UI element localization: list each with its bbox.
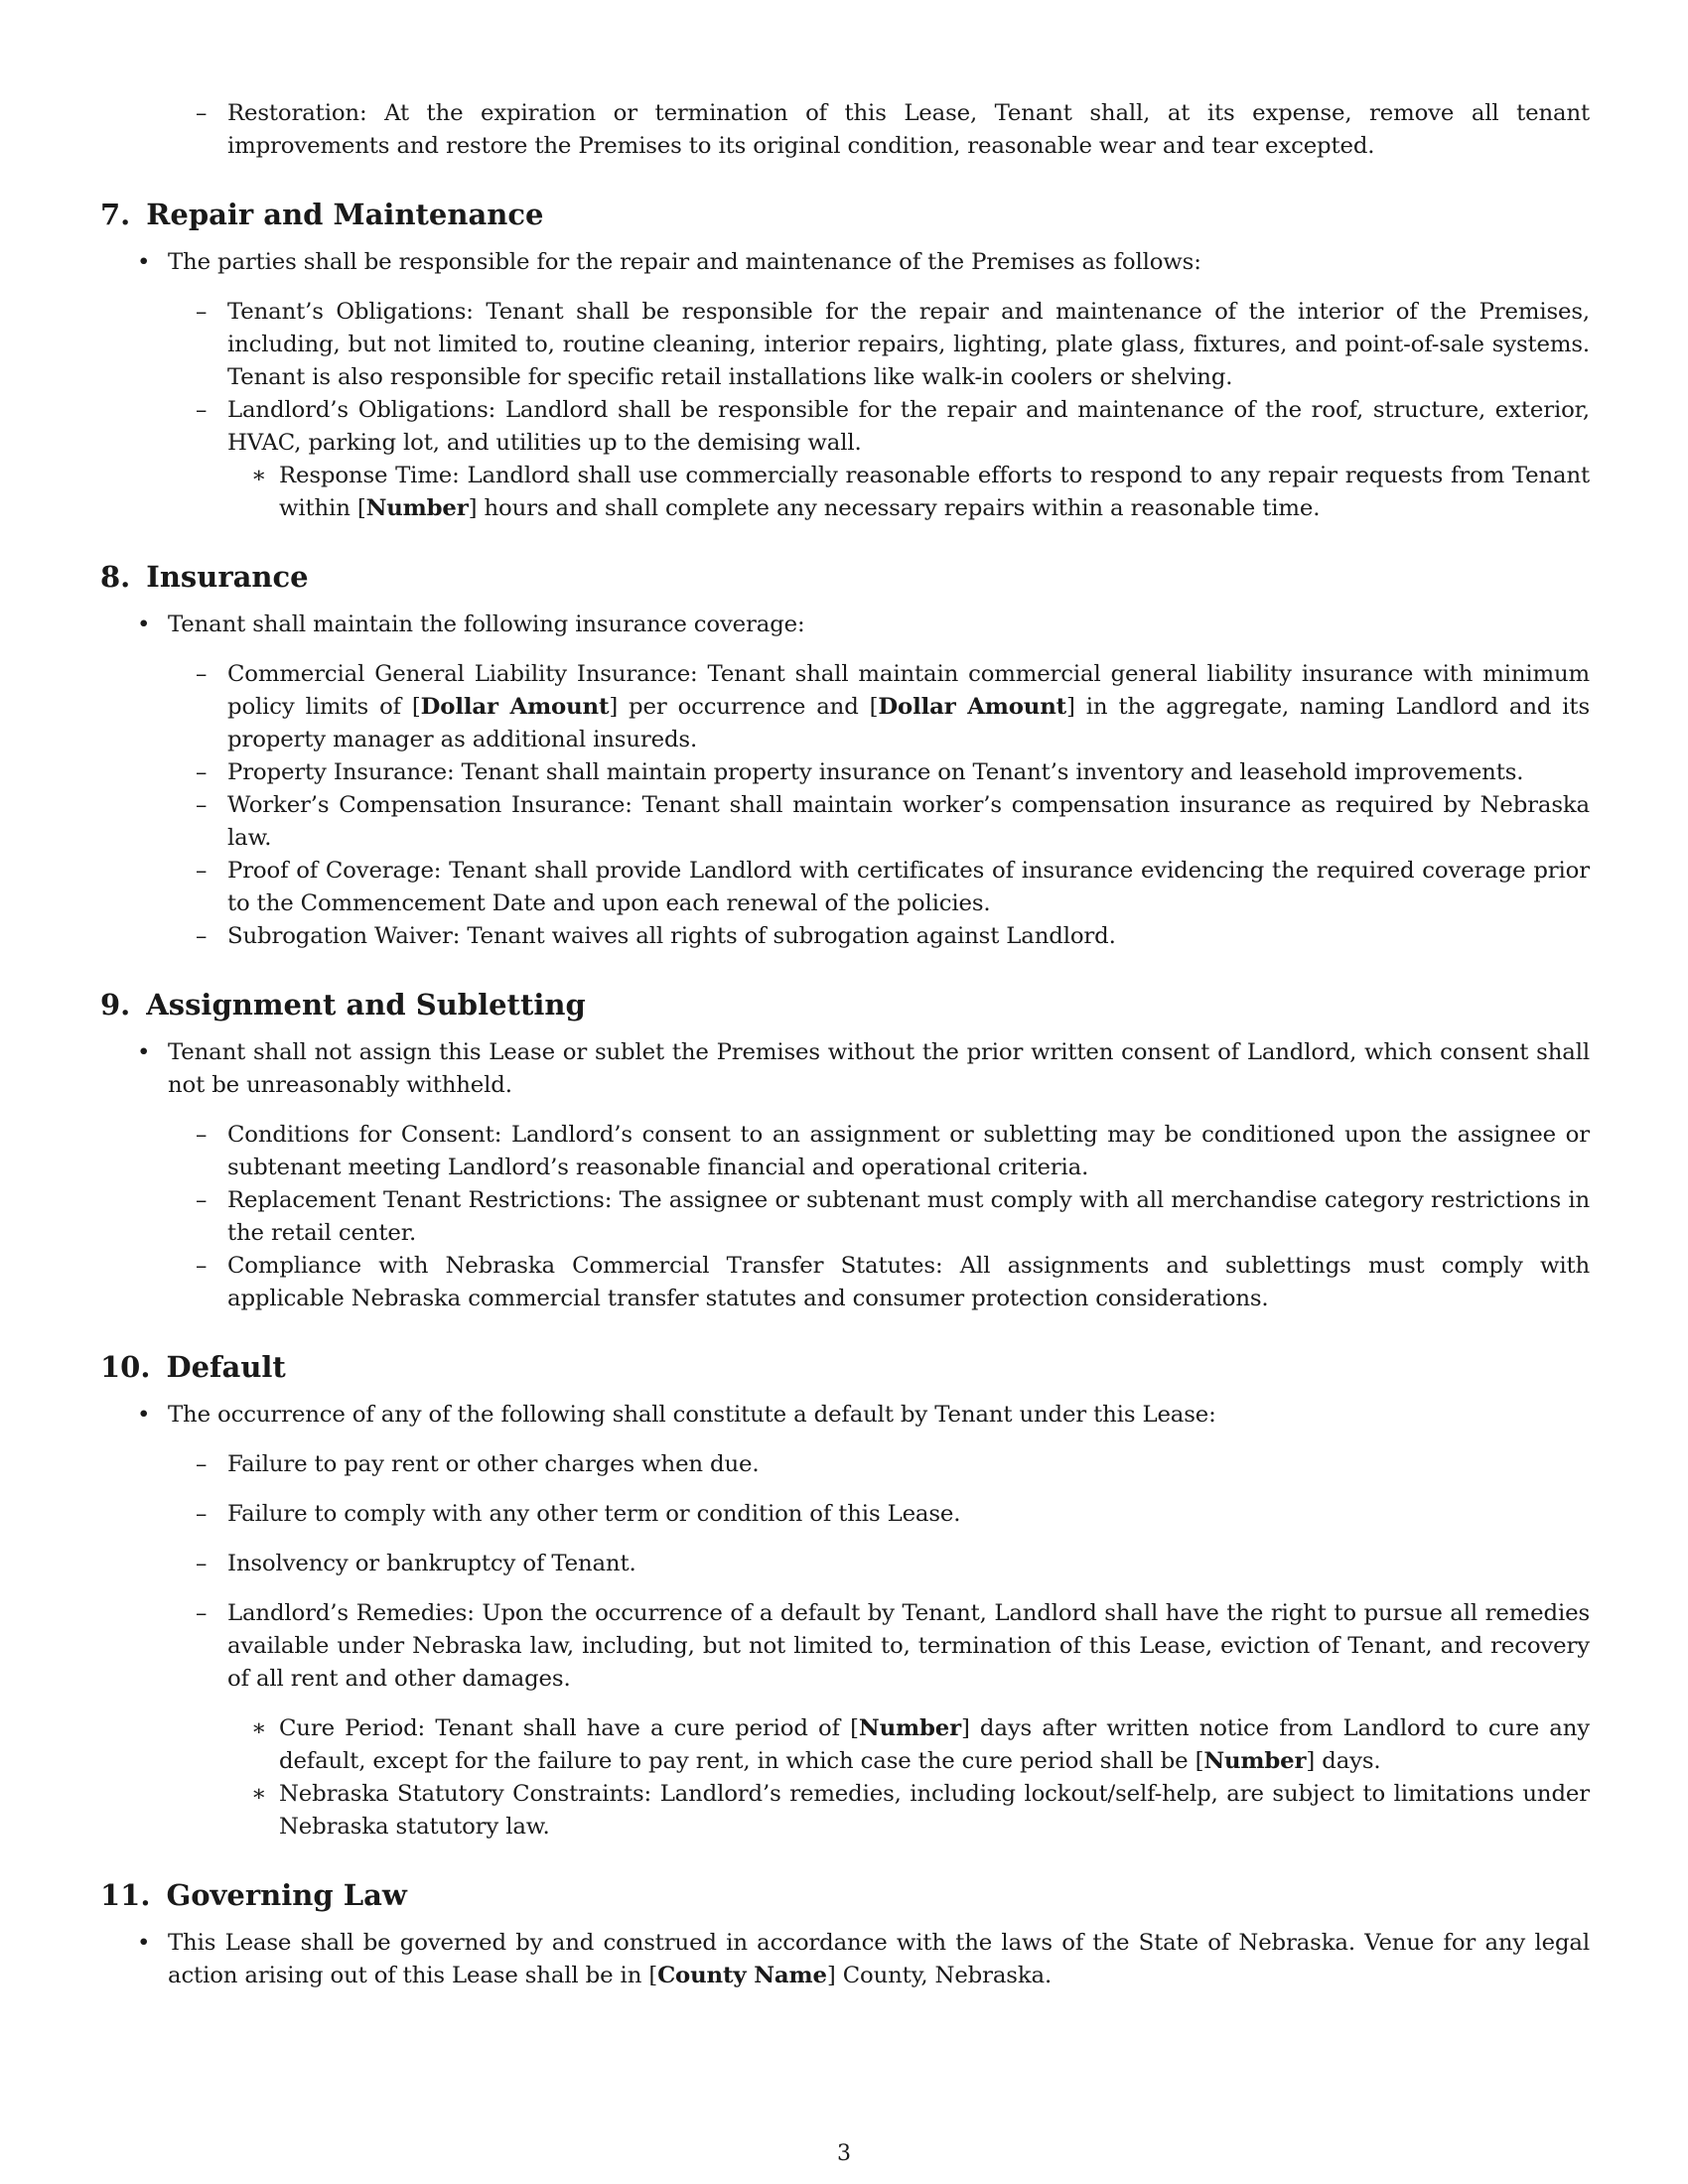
item-text: Tenant shall maintain property insurance on Tenant’s inventory and leasehold improvements. (461, 759, 1524, 785)
item-label: Response Time: (279, 463, 460, 488)
placeholder-field: Number (858, 1715, 961, 1741)
section-number: 11. (100, 1878, 151, 1912)
section-title: Insurance (146, 560, 309, 594)
item-text: Upon the occurrence of a default by Tenant, Landlord shall have the right to pursue all remedies available under Nebraska law, including, but not limited to, termination of this Lease, eviction of Tenant, and recovery of all rent and other damages. (227, 1600, 1590, 1692)
bullet-marker: • (137, 1039, 151, 1065)
section-repair-and-maintenance (100, 197, 1590, 525)
item-label: Cure Period: (279, 1715, 426, 1741)
item-label: Subrogation Waiver: (227, 923, 461, 949)
list-item (100, 1250, 1590, 1315)
list-item (100, 1548, 1590, 1580)
placeholder-field: Number (365, 495, 469, 521)
list-item (100, 855, 1590, 920)
dash-marker: – (196, 858, 208, 884)
item-text: Insolvency or bankruptcy of Tenant. (227, 1551, 636, 1576)
item-text: Tenant waives all rights of subrogation against Landlord. (467, 923, 1116, 949)
item-text: Landlord’s remedies, including lockout/self-help, are subject to limitations under Nebraska statutory law. (279, 1781, 1590, 1840)
item-label: Conditions for Consent: (227, 1122, 502, 1148)
item-label: Restoration: (227, 100, 367, 126)
bullet-marker: • (137, 1402, 151, 1428)
dash-marker: – (196, 792, 208, 818)
item-label: Compliance with Nebraska Commercial Transfer Statutes: (227, 1253, 943, 1279)
section-default (100, 1349, 1590, 1843)
list-item (100, 920, 1590, 953)
bullet-item (100, 1036, 1590, 1102)
dash-marker: – (196, 299, 208, 325)
list-item (100, 1498, 1590, 1531)
bullet-text: This Lease shall be governed by and construed in accordance with the laws of the State of Nebraska. Venue for any legal action arising out of this Lease shall be in [ (168, 1930, 1590, 1988)
section-heading (100, 197, 1590, 232)
dash-marker: – (196, 923, 208, 949)
bullet-marker: • (137, 249, 151, 275)
bullet-item (100, 1399, 1590, 1432)
item-label: Landlord’s Remedies: (227, 1600, 475, 1626)
document-body (100, 97, 1590, 1992)
section-title: Repair and Maintenance (146, 198, 544, 231)
item-text: All assignments and sublettings must comply with applicable Nebraska commercial transfer statutes and consumer protection considerations. (227, 1253, 1590, 1311)
section-number: 8. (100, 560, 131, 594)
section-assignment-and-subletting (100, 987, 1590, 1315)
sub-list-item (100, 1778, 1590, 1843)
item-label: Worker’s Compensation Insurance: (227, 792, 633, 818)
section-number: 9. (100, 988, 131, 1022)
placeholder-field: Dollar Amount (878, 694, 1067, 720)
section-heading (100, 1349, 1590, 1385)
list-item (100, 1448, 1590, 1481)
item-text: Landlord shall use commercially reasonable efforts to respond to any repair requests from Tenant within [ (279, 463, 1590, 521)
dash-marker: – (196, 1122, 208, 1148)
item-text: ] hours and shall complete any necessary repairs within a reasonable time. (468, 495, 1321, 521)
item-text: Tenant shall maintain worker’s compensation insurance as required by Nebraska law. (227, 792, 1590, 851)
list-item (100, 394, 1590, 460)
item-label: Property Insurance: (227, 759, 455, 785)
dash-marker: – (196, 100, 208, 126)
placeholder-field: County Name (657, 1963, 827, 1988)
star-marker: ∗ (251, 463, 267, 488)
page-number: 3 (837, 2141, 851, 2166)
item-label: Landlord’s Obligations: (227, 397, 496, 423)
list-item (100, 658, 1590, 756)
star-marker: ∗ (251, 1781, 267, 1807)
section-insurance (100, 559, 1590, 953)
section-heading (100, 987, 1590, 1023)
item-label: Tenant’s Obligations: (227, 299, 474, 325)
bullet-item (100, 609, 1590, 641)
list-item (100, 1597, 1590, 1696)
bullet-text: The occurrence of any of the following shall constitute a default by Tenant under this Lease: (168, 1402, 1216, 1428)
item-text: At the expiration or termination of this Lease, Tenant shall, at its expense, remove all tenant improvements and restore the Premises to its original condition, reasonable wear and tear excepted. (227, 100, 1590, 159)
section-heading (100, 559, 1590, 595)
item-text: Tenant shall be responsible for the repair and maintenance of the interior of the Premises, including, but not limited to, routine cleaning, interior repairs, lighting, plate glass, fixtures, and point-of-sale systems. Tenant is also responsible for specific retail installations like walk-in coolers or shelving. (227, 299, 1590, 390)
item-text: The assignee or subtenant must comply with all merchandise category restrictions in the retail center. (227, 1187, 1590, 1246)
section-governing-law (100, 1877, 1590, 1992)
bullet-item (100, 246, 1590, 279)
bullet-marker: • (137, 612, 151, 637)
dash-marker: – (196, 1600, 208, 1626)
dash-marker: – (196, 1187, 208, 1213)
item-text: Tenant shall provide Landlord with certificates of insurance evidencing the required coverage prior to the Commencement Date and upon each renewal of the policies. (227, 858, 1590, 916)
dash-marker: – (196, 1451, 208, 1477)
item-label: Proof of Coverage: (227, 858, 442, 884)
item-text: Landlord’s consent to an assignment or subletting may be conditioned upon the assignee or subtenant meeting Landlord’s reasonable financial and operational criteria. (227, 1122, 1590, 1180)
item-text: Tenant shall have a cure period of [ (435, 1715, 859, 1741)
item-label: Nebraska Statutory Constraints: (279, 1781, 652, 1807)
list-item-restoration (100, 97, 1590, 163)
placeholder-field: Dollar Amount (420, 694, 610, 720)
dash-marker: – (196, 397, 208, 423)
bullet-text: The parties shall be responsible for the repair and maintenance of the Premises as follows: (168, 249, 1201, 275)
placeholder-field: Number (1203, 1748, 1307, 1774)
list-item (100, 1184, 1590, 1250)
section-title: Default (166, 1350, 286, 1384)
sub-list-item (100, 460, 1590, 525)
dash-marker: – (196, 661, 208, 687)
item-text: ] in the aggregate, naming Landlord and its property manager as additional insureds. (227, 694, 1590, 752)
bullet-text: Tenant shall maintain the following insurance coverage: (168, 612, 805, 637)
dash-marker: – (196, 1551, 208, 1576)
dash-marker: – (196, 759, 208, 785)
section-number: 7. (100, 198, 131, 231)
bullet-text: Tenant shall not assign this Lease or sublet the Premises without the prior written consent of Landlord, which consent shall not be unreasonably withheld. (168, 1039, 1590, 1098)
item-text: Failure to comply with any other term or condition of this Lease. (227, 1501, 961, 1527)
item-label: Commercial General Liability Insurance: (227, 661, 698, 687)
item-label: Replacement Tenant Restrictions: (227, 1187, 613, 1213)
item-text: Landlord shall be responsible for the repair and maintenance of the roof, structure, exterior, HVAC, parking lot, and utilities up to the demising wall. (227, 397, 1590, 456)
star-marker: ∗ (251, 1715, 267, 1741)
item-text: Tenant shall maintain commercial general liability insurance with minimum policy limits of [ (227, 661, 1590, 720)
bullet-item (100, 1927, 1590, 1992)
item-text: ] days. (1306, 1748, 1381, 1774)
dash-marker: – (196, 1501, 208, 1527)
bullet-text: ] County, Nebraska. (826, 1963, 1053, 1988)
list-item (100, 789, 1590, 855)
list-item (100, 756, 1590, 789)
section-title: Assignment and Subletting (146, 988, 586, 1022)
item-text: ] days after written notice from Landlord to cure any default, except for the failure to pay rent, in which case the cure period shall be [ (279, 1715, 1591, 1774)
section-title: Governing Law (166, 1878, 407, 1912)
sub-list-item (100, 1712, 1590, 1778)
section-heading (100, 1877, 1590, 1913)
bullet-marker: • (137, 1930, 151, 1956)
item-text: ] per occurrence and [ (609, 694, 879, 720)
item-text: Failure to pay rent or other charges when due. (227, 1451, 760, 1477)
dash-marker: – (196, 1253, 208, 1279)
list-item (100, 296, 1590, 394)
list-item (100, 1119, 1590, 1184)
section-number: 10. (100, 1350, 151, 1384)
